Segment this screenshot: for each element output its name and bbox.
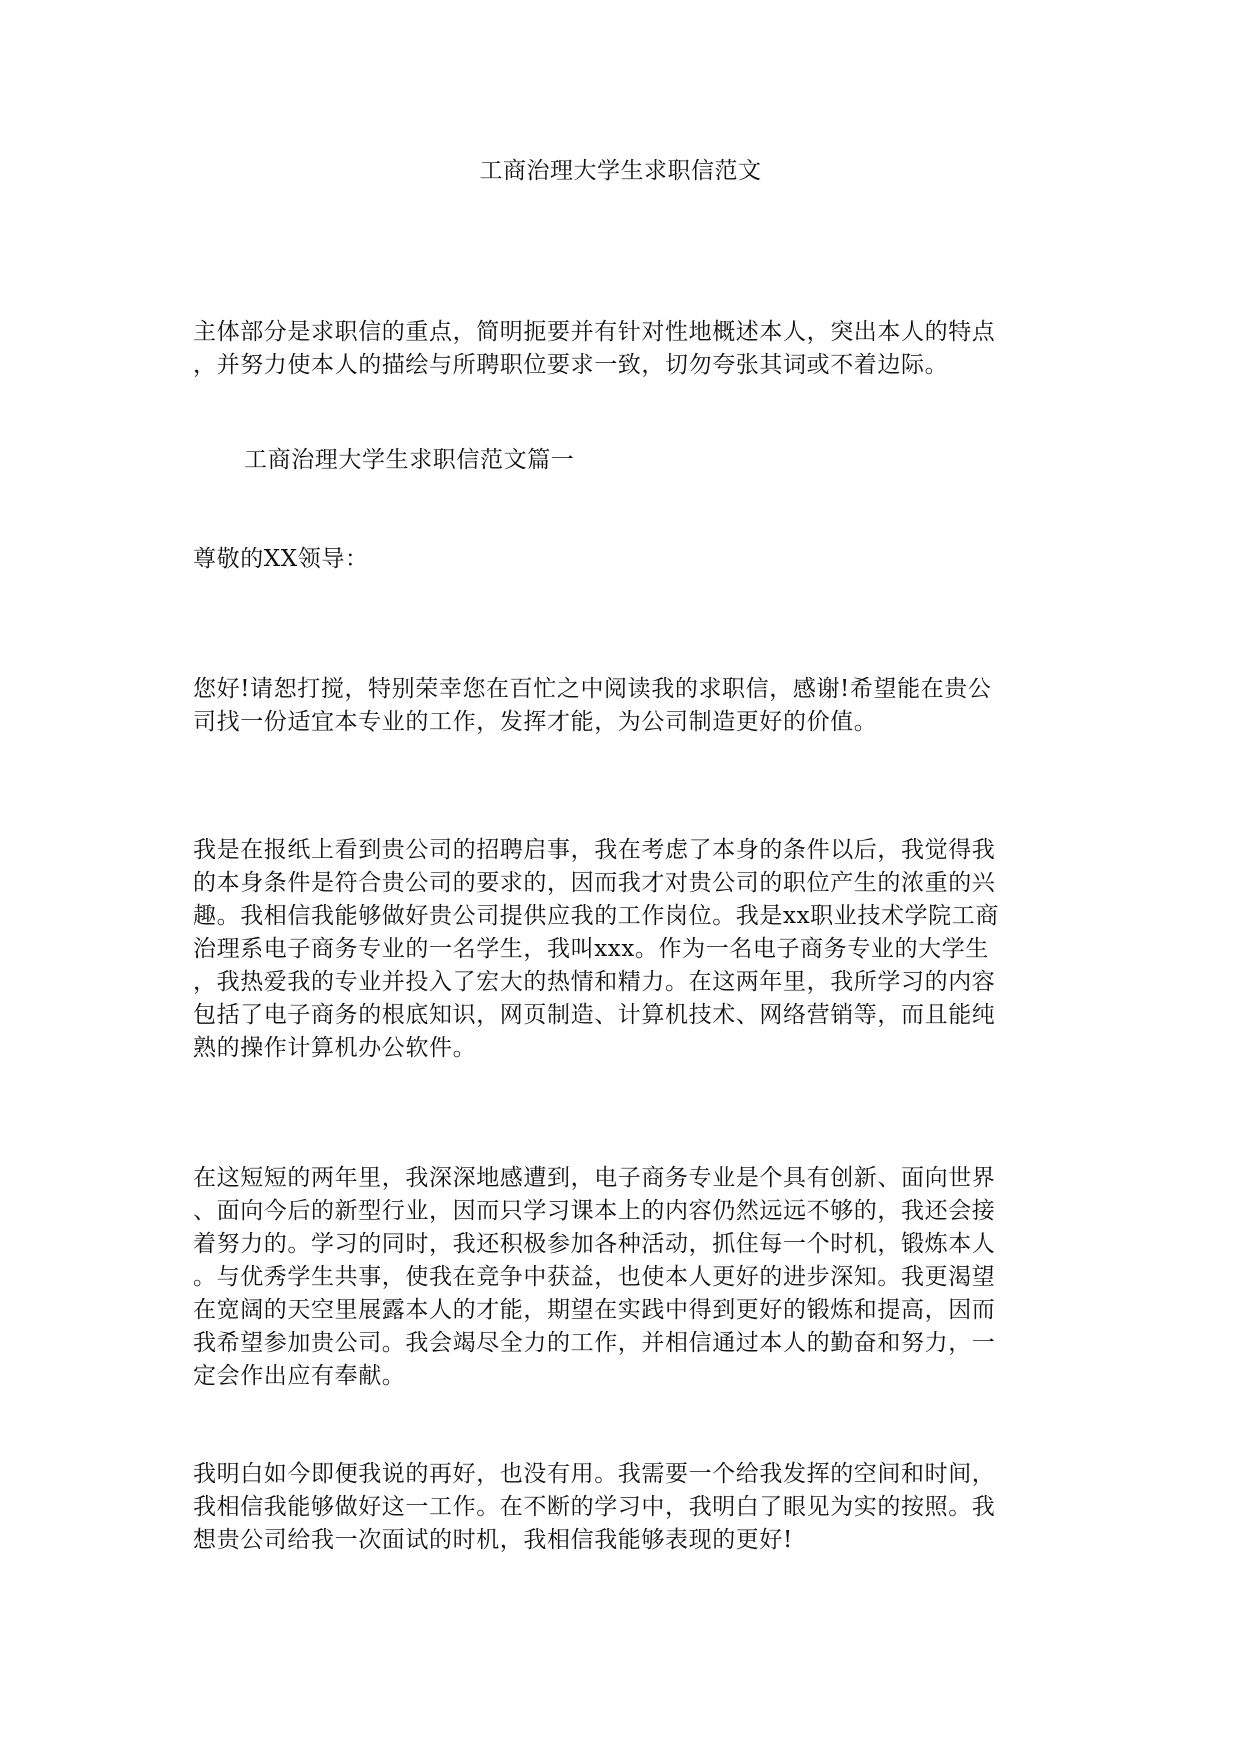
text-line: 、面向今后的新型行业，因而只学习课本上的内容仍然远远不够的，我还会接 [193, 1198, 996, 1224]
text-line: 我希望参加贵公司。我会竭尽全力的工作，并相信通过本人的勤奋和努力，一 [193, 1330, 996, 1356]
body-paragraph [193, 1458, 1051, 1557]
salutation [193, 543, 1051, 576]
text-line: 您好!请恕打搅，特别荣幸您在百忙之中阅读我的求职信，感谢!希望能在贵公 [193, 676, 992, 702]
intro-paragraph [193, 316, 1051, 382]
text-line: 我明白如今即便我说的再好，也没有用。我需要一个给我发挥的空间和时间， [193, 1461, 996, 1487]
text-line: 司找一份适宜本专业的工作，发挥才能，为公司制造更好的价值。 [193, 709, 878, 735]
text-line: 着努力的。学习的同时，我还积极参加各种活动，抓住每一个时机，锻炼本人 [193, 1231, 996, 1257]
text-line: 工商治理大学生求职信范文篇一 [244, 447, 575, 473]
text-line: 尊敬的XX领导： [193, 546, 369, 572]
text-line: 想贵公司给我一次面试的时机，我相信我能够表现的更好! [193, 1527, 793, 1553]
text-line: ，我热爱我的专业并投入了宏大的热情和精力。在这两年里，我所学习的内容 [193, 969, 996, 995]
body-paragraph [193, 673, 1051, 739]
text-line: 我是在报纸上看到贵公司的招聘启事，我在考虑了本身的条件以后，我觉得我 [193, 837, 996, 863]
text-line: ，并努力使本人的描绘与所聘职位要求一致，切勿夸张其词或不着边际。 [193, 352, 949, 378]
text-line: 的本身条件是符合贵公司的要求的，因而我才对贵公司的职位产生的浓重的兴 [193, 870, 996, 896]
body-paragraph [193, 834, 1051, 1065]
text-line: 我相信我能够做好这一工作。在不断的学习中，我明白了眼见为实的按照。我 [193, 1494, 996, 1520]
body-paragraph [193, 1162, 1051, 1393]
section-heading [244, 444, 1102, 477]
document-title: 工商治理大学生求职信范文 [479, 158, 762, 184]
text-line: 定会作出应有奉献。 [193, 1363, 406, 1389]
text-line: 包括了电子商务的根底知识，网页制造、计算机技术、网络营销等，而且能纯 [193, 1002, 996, 1028]
text-line: 在这短短的两年里，我深深地感遭到，电子商务专业是个具有创新、面向世界 [193, 1165, 996, 1191]
text-line: 主体部分是求职信的重点，简明扼要并有针对性地概述本人，突出本人的特点 [193, 319, 996, 345]
text-line: 趣。我相信我能够做好贵公司提供应我的工作岗位。我是xx职业技术学院工商 [193, 903, 999, 929]
text-line: 在宽阔的天空里展露本人的才能，期望在实践中得到更好的锻炼和提高，因而 [193, 1297, 996, 1323]
text-line: 。与优秀学生共事，使我在竞争中获益，也使本人更好的进步深知。我更渴望 [193, 1264, 996, 1290]
text-line: 熟的操作计算机办公软件。 [193, 1035, 477, 1061]
text-line: 治理系电子商务专业的一名学生，我叫xxx。作为一名电子商务专业的大学生 [193, 936, 989, 962]
